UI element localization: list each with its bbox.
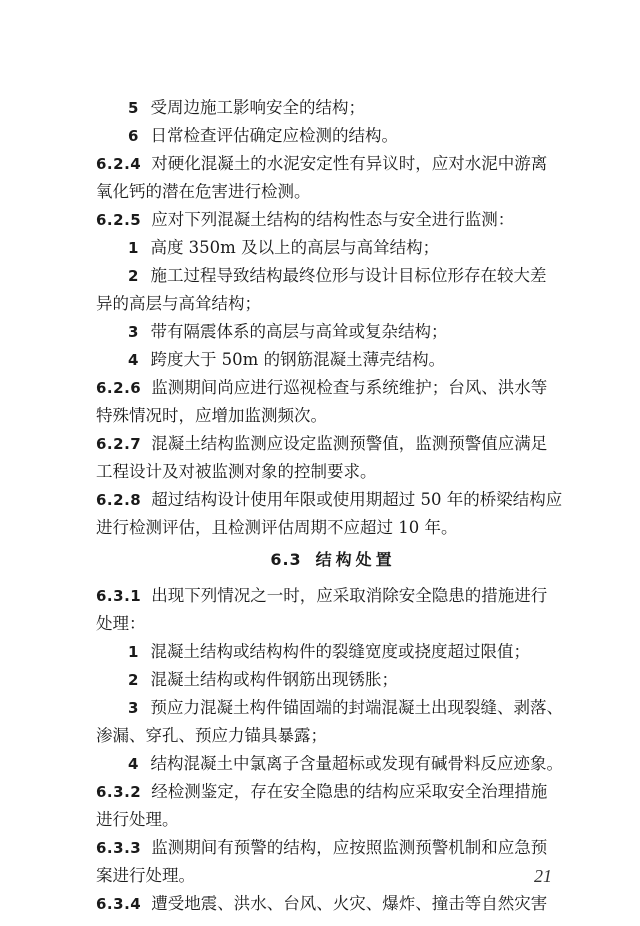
- line-text: 预应力混凝土构件锚固端的封端混凝土出现裂缝、剥落、: [150, 698, 563, 717]
- item-number: 5: [128, 99, 139, 117]
- page-number: 21: [534, 866, 552, 886]
- line-text: 进行处理。: [96, 810, 179, 829]
- line-text: 案进行处理。: [96, 866, 195, 885]
- continuation-line: [96, 612, 570, 636]
- clause-number: 6.2.6: [96, 379, 142, 397]
- line-text: 对硬化混凝土的水泥安定性有异议时，应对水泥中游离: [151, 154, 548, 173]
- clause-number: 6.3.2: [96, 783, 142, 801]
- line-text: 超过结构设计使用年限或使用期超过 50 年的桥梁结构应: [151, 490, 563, 509]
- line-text: 工程设计及对被监测对象的控制要求。: [96, 462, 377, 481]
- clause-number: 6.2.7: [96, 435, 142, 453]
- section-number: 6.3: [270, 550, 302, 569]
- clause-number: 6.3.4: [96, 895, 142, 913]
- list-item: [96, 640, 570, 664]
- item-number: 4: [128, 755, 139, 773]
- clause-number: 6.2.4: [96, 155, 142, 173]
- continuation-line: [96, 404, 570, 428]
- clause-number: 6.3.1: [96, 587, 142, 605]
- continuation-line: [96, 292, 570, 316]
- line-text: 经检测鉴定，存在安全隐患的结构应采取安全治理措施: [151, 782, 548, 801]
- item-number: 4: [128, 351, 139, 369]
- line-text: 监测期间有预警的结构，应按照监测预警机制和应急预: [151, 838, 548, 857]
- list-item: [96, 264, 570, 288]
- list-item: [96, 236, 570, 260]
- line-text: 施工过程导致结构最终位形与设计目标位形存在较大差: [150, 266, 547, 285]
- line-text: 混凝土结构或构件钢筋出现锈胀；: [150, 670, 398, 689]
- clause-number: 6.2.5: [96, 211, 142, 229]
- line-text: 结构混凝土中氯离子含量超标或发现有碱骨料反应迹象。: [150, 754, 563, 773]
- clause-line: [96, 152, 570, 176]
- line-text: 混凝土结构或结构构件的裂缝宽度或挠度超过限值；: [150, 642, 530, 661]
- section-title: 结构处置: [315, 550, 396, 569]
- continuation-line: [96, 808, 570, 832]
- list-item: [96, 752, 570, 776]
- line-text: 带有隔震体系的高层与高耸或复杂结构；: [150, 322, 448, 341]
- list-item: [96, 696, 570, 720]
- clause-line: [96, 584, 570, 608]
- page-content: [96, 96, 570, 920]
- line-text: 日常检查评估确定应检测的结构。: [150, 126, 398, 145]
- item-number: 2: [128, 267, 139, 285]
- line-text: 渗漏、穿孔、预应力锚具暴露；: [96, 726, 327, 745]
- section-heading: [96, 548, 570, 572]
- line-text: 监测期间尚应进行巡视检查与系统维护；台风、洪水等: [151, 378, 548, 397]
- line-text: 跨度大于 50m 的钢筋混凝土薄壳结构。: [150, 350, 446, 369]
- line-text: 异的高层与高耸结构；: [96, 294, 261, 313]
- line-text: 进行检测评估，且检测评估周期不应超过 10 年。: [96, 518, 458, 537]
- line-text: 应对下列混凝土结构的结构性态与安全进行监测：: [151, 210, 515, 229]
- clause-number: 6.3.3: [96, 839, 142, 857]
- list-item: [96, 320, 570, 344]
- item-number: 1: [128, 643, 139, 661]
- item-number: 2: [128, 671, 139, 689]
- clause-line: [96, 780, 570, 804]
- item-number: 3: [128, 323, 139, 341]
- clause-line: [96, 488, 570, 512]
- line-text: 出现下列情况之一时，应采取消除安全隐患的措施进行: [151, 586, 548, 605]
- clause-line: [96, 892, 570, 916]
- list-item: [96, 668, 570, 692]
- continuation-line: [96, 864, 570, 888]
- list-item: [96, 96, 570, 120]
- continuation-line: [96, 180, 570, 204]
- continuation-line: [96, 516, 570, 540]
- clause-line: [96, 836, 570, 860]
- list-item: [96, 348, 570, 372]
- line-text: 处理：: [96, 614, 146, 633]
- clause-line: [96, 208, 570, 232]
- clause-line: [96, 376, 570, 400]
- line-text: 高度 350m 及以上的高层与高耸结构；: [150, 238, 440, 257]
- line-text: 混凝土结构监测应设定监测预警值，监测预警值应满足: [151, 434, 548, 453]
- continuation-line: [96, 460, 570, 484]
- item-number: 1: [128, 239, 139, 257]
- line-text: 氧化钙的潜在危害进行检测。: [96, 182, 311, 201]
- list-item: [96, 124, 570, 148]
- item-number: 6: [128, 127, 139, 145]
- clause-line: [96, 432, 570, 456]
- clause-number: 6.2.8: [96, 491, 142, 509]
- line-text: 特殊情况时，应增加监测频次。: [96, 406, 327, 425]
- item-number: 3: [128, 699, 139, 717]
- continuation-line: [96, 724, 570, 748]
- line-text: 遭受地震、洪水、台风、火灾、爆炸、撞击等自然灾害: [151, 894, 548, 913]
- line-text: 受周边施工影响安全的结构；: [150, 98, 365, 117]
